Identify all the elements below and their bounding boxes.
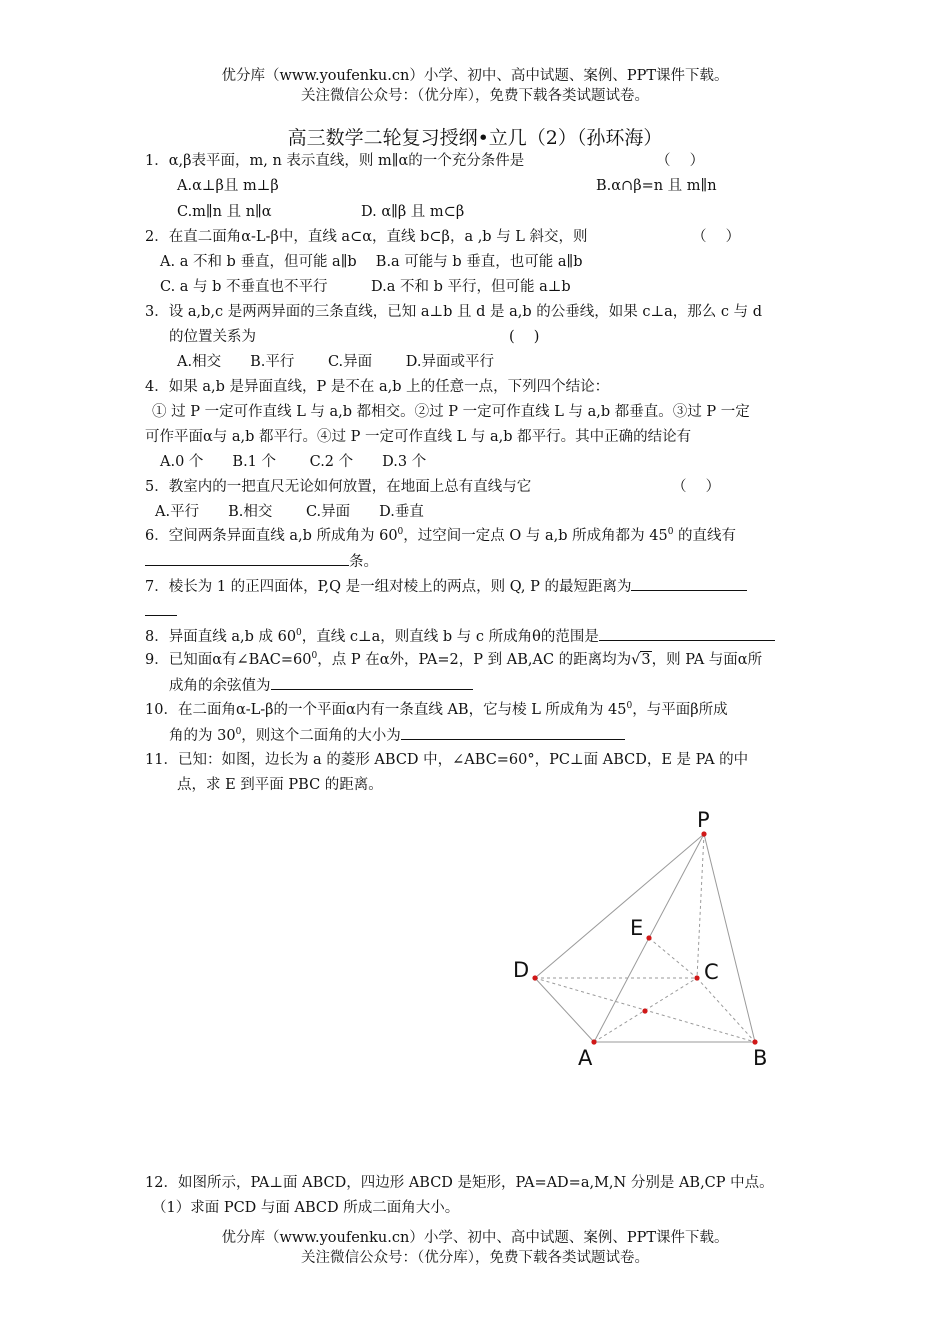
q9-sqrt: √3 (631, 652, 651, 668)
footer-line-1: 优分库（www.youfenku.cn）小学、初中、高中试题、案例、PPT课件下载。 (221, 1230, 729, 1246)
q11-line-1: 11．已知：如图，边长为 a 的菱形 ABCD 中，∠ABC=60°，PC⊥面 ABCD，E 是 PA 的中 (145, 752, 749, 768)
q6-degree-1: 0 (397, 527, 404, 538)
edge-pb (704, 834, 755, 1042)
q9-text-c: ，则 PA 与面α所 (651, 652, 763, 668)
q1-paren: （ ） (656, 153, 705, 169)
q4-options: A.0 个 B.1 个 C.2 个 D.3 个 (160, 454, 427, 470)
header-line-1: 优分库（www.youfenku.cn）小学、初中、高中试题、案例、PPT课件下载。 (221, 68, 729, 84)
q4-line-1: ① 过 P 一定可作直线 L 与 a,b 都相交。②过 P 一定可作直线 L 与 a,b 都垂直。③过 P 一定 (152, 404, 750, 420)
q6-text-b: ，过空间一定点 O 与 a,b 所成角都为 45 (403, 528, 668, 544)
point-b (752, 1039, 757, 1044)
edge-cb (697, 978, 755, 1042)
q5-stem: 5．教室内的一把直尺无论如何放置，在地面上总有直线与它 (145, 479, 532, 495)
q1-option-a: A.α⊥β且 m⊥β (177, 178, 279, 194)
q8-degree: 0 (296, 628, 302, 639)
q8-text-b: ，直线 c⊥a，则直线 b 与 c 所成角θ的范围是 (301, 629, 599, 645)
q7-answer-blank-continued[interactable] (145, 601, 177, 616)
edge-pd (535, 834, 704, 978)
q7-text: 7．棱长为 1 的正四面体，P,Q 是一组对棱上的两点，则 Q, P 的最短距离为 (145, 579, 632, 595)
q2-options-ab: A. a 不和 b 垂直，但可能 a∥b B.a 可能与 b 垂直，也可能 a∥b (160, 254, 583, 270)
label-e: E (630, 916, 644, 940)
edge-pc (697, 834, 704, 978)
label-c: C (704, 960, 719, 984)
label-a: A (578, 1046, 593, 1070)
q3-stem-1: 3．设 a,b,c 是两两异面的三条直线，已知 a⊥b 且 d 是 a,b 的公垂线，如果 c⊥a，那么 c 与 d (145, 304, 762, 320)
q9-answer-blank[interactable] (271, 675, 473, 690)
q9-stem (145, 650, 762, 670)
q3-paren: ( ) (509, 329, 540, 345)
edge-da (535, 978, 594, 1042)
q6-degree-2: 0 (667, 527, 674, 538)
q4-line-2: 可作平面α与 a,b 都平行。④过 P 一定可作直线 L 与 a,b 都平行。其中正确的结论有 (145, 429, 692, 445)
q9-text-a: 9．已知面α有∠BAC=60 (145, 652, 312, 668)
point-c (694, 975, 699, 980)
q10-text-b: ，与平面β所成 (632, 702, 728, 718)
q2-options-cd: C. a 与 b 不垂直也不平行 D.a 不和 b 平行，但可能 a⊥b (160, 279, 571, 295)
page-title: 高三数学二轮复习授纲•立几（2）（孙环海） (287, 127, 663, 149)
q8-text-a: 8．异面直线 a,b 成 60 (145, 629, 297, 645)
q2-paren: （ ） (692, 229, 741, 245)
label-p: P (697, 808, 710, 832)
q4-stem: 4．如果 a,b 是异面直线，P 是不在 a,b 上的任意一点，下列四个结论： (145, 379, 610, 395)
q9-line-2-text: 成角的余弦值为 (169, 678, 271, 694)
q2-stem: 2．在直二面角α-L-β中，直线 a⊂α，直线 b⊂β，a ,b 与 L 斜交，则 (145, 229, 588, 245)
q1-option-d: D. α∥β 且 m⊂β (361, 204, 465, 220)
point-a (591, 1039, 596, 1044)
q3-options: A.相交 B.平行 C.异面 D.异面或平行 (177, 354, 494, 370)
footer-line-2: 关注微信公众号：（优分库），免费下载各类试题试卷。 (301, 1250, 649, 1266)
point-o (642, 1008, 647, 1013)
q7-answer-blank[interactable] (631, 576, 747, 591)
q6-answer-line (145, 551, 378, 572)
q7-answer-line-2 (145, 601, 177, 622)
q9-text-b: ，点 P 在α外，PA=2，P 到 AB,AC 的距离均为 (317, 652, 632, 668)
q6-tail: 条。 (349, 554, 378, 570)
q6-text-c: 的直线有 (673, 528, 737, 544)
point-p (701, 831, 706, 836)
q9-sqrt-value: 3 (641, 652, 651, 668)
point-e (646, 935, 651, 940)
q9-line-2 (169, 675, 473, 696)
q6-stem (145, 526, 736, 546)
q9-degree: 0 (311, 651, 318, 662)
q12-line-1: 12．如图所示，PA⊥面 ABCD，四边形 ABCD 是矩形，PA=AD=a,M,N 分别是 AB,CP 中点。 (145, 1175, 774, 1191)
q7-stem (145, 576, 747, 597)
q1-stem: 1．α,β表平面，m, n 表示直线，则 m∥α的一个充分条件是 (145, 153, 525, 169)
pyramid-figure (500, 805, 800, 1080)
q12-line-2: （1）求面 PCD 与面 ABCD 所成二面角大小。 (152, 1200, 460, 1216)
q10-degree-1: 0 (626, 701, 633, 712)
q10-text-a: 10．在二面角α-L-β的一个平面α内有一条直线 AB，它与棱 L 所成角为 45 (145, 702, 627, 718)
q1-option-b: B.α∩β=n 且 m∥n (596, 178, 717, 194)
q5-options: A.平行 B.相交 C.异面 D.垂直 (155, 504, 424, 520)
q1-option-c: C.m∥n 且 n∥α (177, 204, 272, 220)
q10-answer-blank[interactable] (401, 725, 625, 740)
q3-stem-2: 的位置关系为 (169, 329, 256, 345)
q5-paren: （ ） (672, 479, 721, 495)
q11-line-2: 点，求 E 到平面 PBC 的距离。 (177, 777, 383, 793)
q6-answer-blank[interactable] (145, 551, 349, 566)
q10-line-2-text-b: ，则这个二面角的大小为 (241, 728, 401, 744)
q10-stem (145, 700, 728, 720)
segment-ec (649, 938, 697, 978)
q8-answer-blank[interactable] (599, 626, 775, 641)
header-line-2: 关注微信公众号：（优分库），免费下载各类试题试卷。 (301, 88, 649, 104)
q8-stem (145, 626, 775, 647)
q6-text-a: 6．空间两条异面直线 a,b 所成角为 60 (145, 528, 398, 544)
label-d: D (513, 958, 530, 982)
point-d (532, 975, 537, 980)
q10-degree-2: 0 (235, 727, 242, 738)
label-b: B (753, 1046, 768, 1070)
q10-line-2 (169, 725, 625, 746)
q10-line-2-text-a: 角的为 30 (169, 728, 236, 744)
